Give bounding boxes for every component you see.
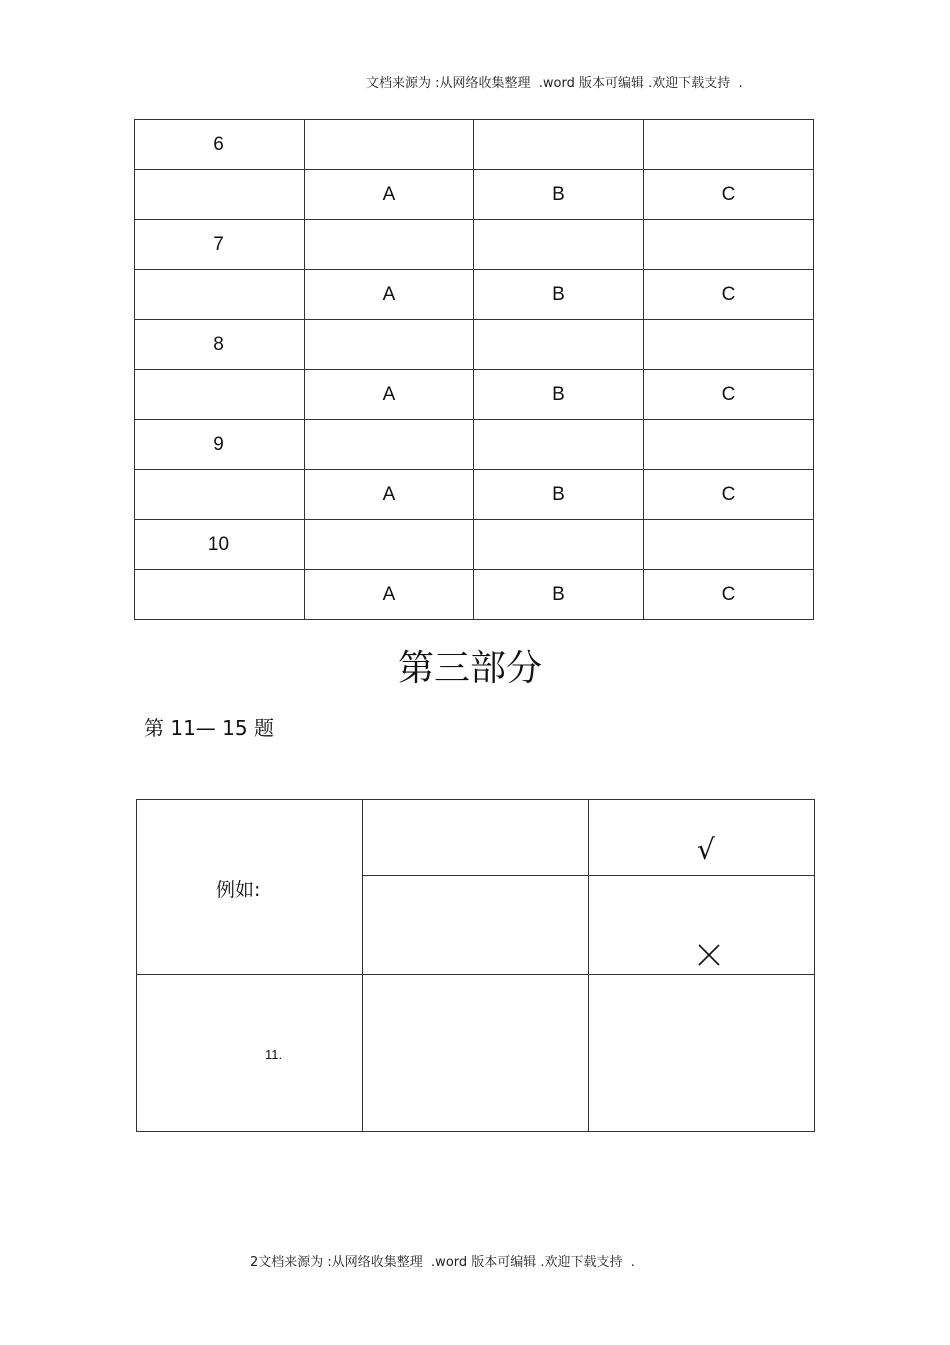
picture-cell [644, 320, 814, 370]
empty-cell [135, 270, 305, 320]
option-label: B [474, 570, 644, 620]
header-note: 文档来源为 :从网络收集整理 .word 版本可编辑 .欢迎下载支持 . [366, 76, 743, 91]
picture-cell [474, 420, 644, 470]
answer-table [134, 119, 814, 620]
question-number: 11. [265, 1047, 283, 1062]
option-label: C [644, 170, 814, 220]
table-row [135, 320, 814, 370]
picture-cell [362, 875, 589, 975]
table-row [135, 270, 814, 320]
question-number: 7 [135, 220, 305, 270]
picture-cell [644, 220, 814, 270]
picture-cell [644, 120, 814, 170]
cross-icon [697, 943, 721, 967]
option-label: A [305, 570, 474, 620]
question-number: 8 [135, 320, 305, 370]
option-label: B [474, 370, 644, 420]
picture-cell [305, 120, 474, 170]
empty-cell [135, 470, 305, 520]
table-row [135, 170, 814, 220]
picture-cell [644, 420, 814, 470]
question-number: 6 [135, 120, 305, 170]
table-row [135, 420, 814, 470]
picture-cell [474, 320, 644, 370]
table-row [135, 220, 814, 270]
option-label: A [305, 170, 474, 220]
picture-cell [588, 974, 815, 1132]
table-row [135, 370, 814, 420]
picture-cell [305, 420, 474, 470]
question-number: 10 [135, 520, 305, 570]
picture-cell [305, 320, 474, 370]
table-row [135, 520, 814, 570]
section-title: 第三部分 [397, 648, 542, 689]
option-label: A [305, 370, 474, 420]
picture-cell [362, 799, 589, 876]
picture-cell [644, 520, 814, 570]
footer-note: 2文档来源为 :从网络收集整理 .word 版本可编辑 .欢迎下载支持 . [250, 1255, 635, 1270]
option-label: C [644, 470, 814, 520]
option-label: A [305, 270, 474, 320]
question-number: 9 [135, 420, 305, 470]
picture-cell [305, 220, 474, 270]
example-label: 例如: [216, 879, 261, 901]
picture-cell [474, 220, 644, 270]
option-label: C [644, 270, 814, 320]
option-label: B [474, 170, 644, 220]
table-row [135, 570, 814, 620]
question-label-cell [136, 974, 363, 1132]
option-label: A [305, 470, 474, 520]
picture-cell [474, 120, 644, 170]
empty-cell [135, 570, 305, 620]
picture-cell [362, 974, 589, 1132]
option-label: C [644, 370, 814, 420]
check-mark: √ [697, 833, 715, 866]
option-label: C [644, 570, 814, 620]
table-row [135, 470, 814, 520]
option-label: B [474, 470, 644, 520]
picture-cell [474, 520, 644, 570]
picture-cell [305, 520, 474, 570]
option-label: B [474, 270, 644, 320]
table-row [135, 120, 814, 170]
empty-cell [135, 370, 305, 420]
empty-cell [135, 170, 305, 220]
question-range: 第 11— 15 题 [144, 716, 274, 740]
